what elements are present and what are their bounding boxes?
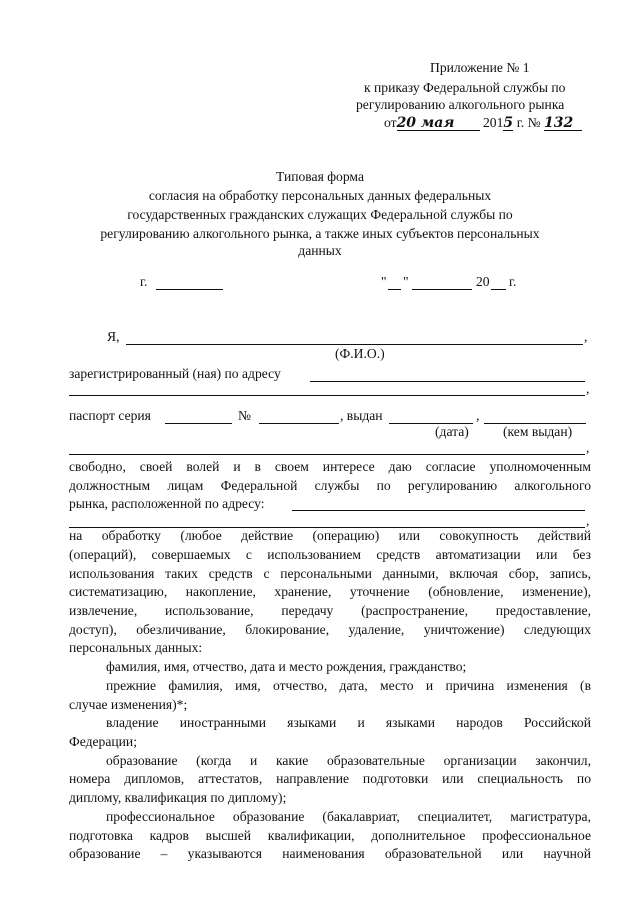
year-suffix-label: г. [509, 274, 517, 289]
issuer-caption: (кем выдан) [503, 424, 573, 439]
processing-line-2: (операций), совершаемых с использованием средств автоматизации или без [69, 547, 591, 562]
address-field-continued[interactable] [69, 395, 585, 396]
fio-caption: (Ф.И.О.) [335, 346, 385, 361]
service-address-comma: , [586, 513, 590, 528]
form-title: Типовая форма [276, 169, 364, 184]
issued-label: , выдан [340, 408, 383, 423]
order-reference: к приказу Федеральной службы по [364, 80, 566, 95]
processing-line-3: использования таких средств с персональными данными, включая сбор, запись, [69, 566, 591, 581]
service-address-field[interactable] [292, 510, 585, 511]
address-field[interactable] [310, 381, 585, 382]
consent-line-2: должностным лицам Федеральной службы по регулированию алкогольного [69, 478, 591, 493]
passport-series-field[interactable] [165, 423, 232, 424]
date-caption: (дата) [435, 424, 469, 439]
fio-field[interactable] [126, 344, 583, 345]
item-languages: владение иностранными языками и языками народов Российской [106, 715, 591, 730]
consent-line-3: рынка, расположенной по адресу: [69, 496, 265, 511]
address-comma: , [586, 381, 590, 396]
form-title-line5: данных [298, 243, 342, 258]
processing-line-4: систематизацию, накопление, хранение, уточнение (обновление, изменение), [69, 584, 591, 599]
consent-line-1: свободно, своей волей и в своем интересе даю согласие уполномоченным [69, 459, 591, 474]
form-title-line2: согласия на обработку персональных данных федеральных [148, 188, 492, 203]
month-blank [412, 289, 472, 290]
issuer-field-continued[interactable] [69, 454, 585, 455]
registered-label: зарегистрированный (ная) по адресу [69, 366, 281, 381]
order-authority: регулированию алкогольного рынка [356, 97, 565, 112]
year-prefix: 201 [482, 115, 504, 130]
form-title-line3: государственных гражданских служащих Федеральной службы по [127, 207, 513, 222]
city-prefix: г. [140, 274, 148, 289]
item-languages-line2: Федерации; [69, 734, 137, 749]
item-full-name: фамилия, имя, отчество, дата и место рождения, гражданство; [106, 659, 467, 674]
passport-number-field[interactable] [259, 423, 339, 424]
day-blank [388, 289, 401, 290]
issued-comma: , [476, 408, 480, 423]
processing-line-5: извлечение, использование, передачу (распространение, предоставление, [69, 603, 591, 618]
item-education-line2: номера дипломов, аттестатов, направление подготовки или специальность по [69, 771, 591, 786]
handwritten-order-number: 132 [543, 115, 574, 131]
day-quote-close: " [403, 274, 409, 289]
item-previous-names: прежние фамилия, имя, отчество, дата, место и причина изменения (в [106, 678, 591, 693]
item-professional-education-line2: подготовка кадров высшей квалификации, дополнительное профессиональное [69, 828, 591, 843]
city-blank [156, 289, 223, 290]
passport-series-label: паспорт серия [69, 408, 151, 423]
item-education-line3: диплому, квалификация по диплому); [69, 790, 287, 805]
day-quote-open: " [381, 274, 387, 289]
number-prefix: г. № [516, 115, 541, 130]
item-previous-names-line2: случае изменения)*; [69, 697, 188, 712]
processing-line-6: доступ), обезличивание, блокирование, удаление, уничтожение) следующих [69, 622, 591, 637]
ya-label: Я, [107, 329, 120, 344]
item-education: образование (когда и какие образовательные организации закончил, [106, 753, 591, 768]
fio-comma: , [584, 329, 588, 344]
appendix-number: Приложение № 1 [430, 60, 530, 75]
issuer-comma: , [586, 440, 590, 455]
date-prefix: от [384, 115, 397, 130]
year-prefix-label: 20 [476, 274, 490, 289]
form-title-line4: регулированию алкогольного рынка, а также иных субъектов персональных [100, 226, 540, 241]
handwritten-year: 5 [503, 115, 514, 131]
passport-number-sign: № [238, 408, 251, 423]
processing-line-1: на обработку (любое действие (операцию) или совокупность действий [69, 528, 591, 543]
handwritten-date: 20 мая [396, 115, 455, 131]
item-professional-education-line3: образование – указываются наименования образовательной или научной [69, 846, 591, 861]
item-professional-education: профессиональное образование (бакалавриат, специалитет, магистратура, [106, 809, 591, 824]
processing-line-7: персональных данных: [69, 640, 203, 655]
year-blank [491, 289, 506, 290]
order-date-line [384, 116, 582, 131]
